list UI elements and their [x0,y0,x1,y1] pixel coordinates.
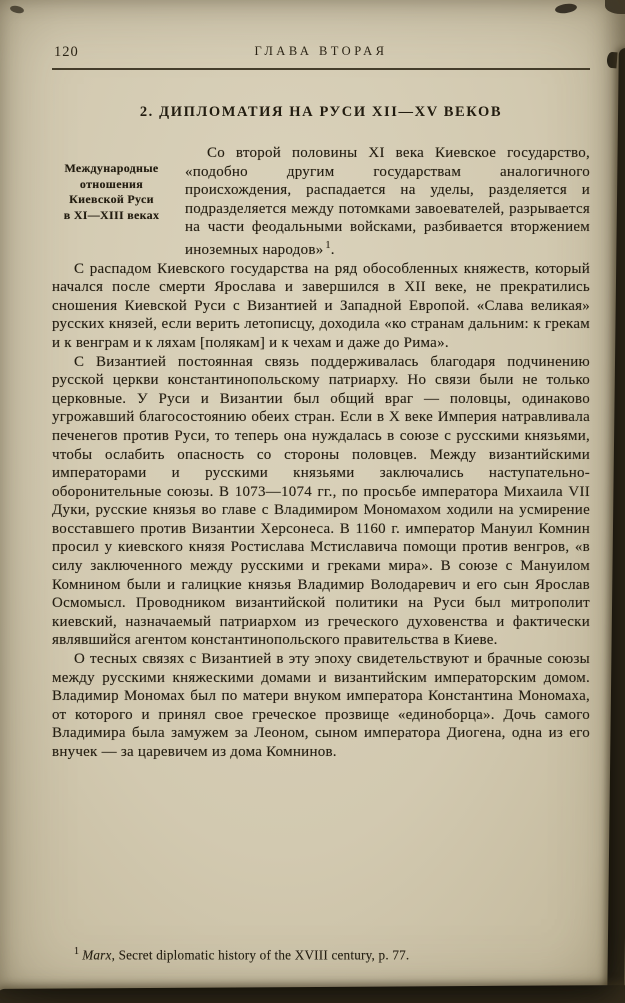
section-title: 2. ДИПЛОМАТИЯ НА РУСИ XII—XV ВЕКОВ [139,104,503,120]
footnote [52,944,590,963]
margin-note-line: Международные [64,161,159,175]
paragraph-2: С распадом Киевского государства на ряд обособленных княжеств, который начался после смерти Ярослава и завершился в XII веке, не прекратились сношения Киевской Руси с Византией и Западной Европой. «Слава великая» русских князей, если верить летописцу, доходила «ко странам дальним: к грекам и к венграм и к ляхам [полякам] и к чехам и даже до Рима». [52,260,590,351]
scan-notch-right [606,52,617,69]
paragraph-3: С Византией постоянная связь поддерживалась благодаря подчинению русской церкви константинопольскому патриарху. Но связи были не только церковные. У Руси и Византии был общий враг — половцы, одинаково угрожавший благосостоянию обеих стран. Если в X веке Империя натравливала печенегов против Руси, то теперь она нуждалась в союзе с русскими князьями, чтобы ослабить опасность со стороны половцев. Между византийскими императорами и русскими князьями заключались наступательно-оборонительные союзы. В 1073—1074 гг., по просьбе императора Михаила VII Дуки, русские князья во главе с Владимиром Мономахом ходили на усмирение восставшего против Византии Херсонеса. В 1160 г. император Мануил Комнин просил у киевского князя Ростислава Мстиславича помощи против венгров, «в силу заключенного между русскими и греками мира». В союзе с Мануилом Комнином были и галицкие князья Владимир Володаревич и его сын Ярослав Осмомысл. Проводником византийской политики на Руси был митрополит киевский, назначаемый патриархом из греческого духовенства и фактически являвшийся агентом константинопольского правительства в Киеве. [52,353,590,649]
margin-note-line: в XI—XIII веках [63,207,160,222]
footnote-author: Marx [82,947,112,962]
page-number: 120 [54,44,79,60]
footnote-text: , Secret diplomatic history of the XVIII century, p. 77. [111,947,410,962]
header-rule [52,68,590,70]
body-text [52,144,590,762]
margin-note [52,144,185,237]
footnote-marker: 1 [74,945,80,957]
running-header: ГЛАВА ВТОРАЯ [254,44,388,58]
margin-note-line: Киевской Руси [69,192,154,206]
scan-dark-edge-bottom [0,985,625,1003]
paragraph-1 [52,144,590,260]
running-head-row [52,44,590,62]
footnote-ref-marker: 1 [325,239,331,251]
paragraph-1-text: Со второй половины XI века Киевское государство, «подобно другим государствам аналогичного происхождения, распадается на уделы, разделяется и подразделяется между потомками завоевателей, разрывается на части феодальными войсками, разбивается вторжением иноземных народов» [185,145,590,258]
margin-note-line: отношения [79,176,144,191]
paragraph-1-end: . [330,241,335,258]
paragraph-4: О тесных связях с Византией в эту эпоху свидетельствуют и брачные союзы между русскими княжескими домами и византийским императорским домом. Владимир Мономах был по матери внуком императора Константина Мономаха, от которого и принял свое греческое прозвище «единоборца». Дочь самого Владимира была замужем за Леоном, сыном императора Диогена, одна из его внучек — за царевичем из дома Комнинов. [52,651,590,760]
